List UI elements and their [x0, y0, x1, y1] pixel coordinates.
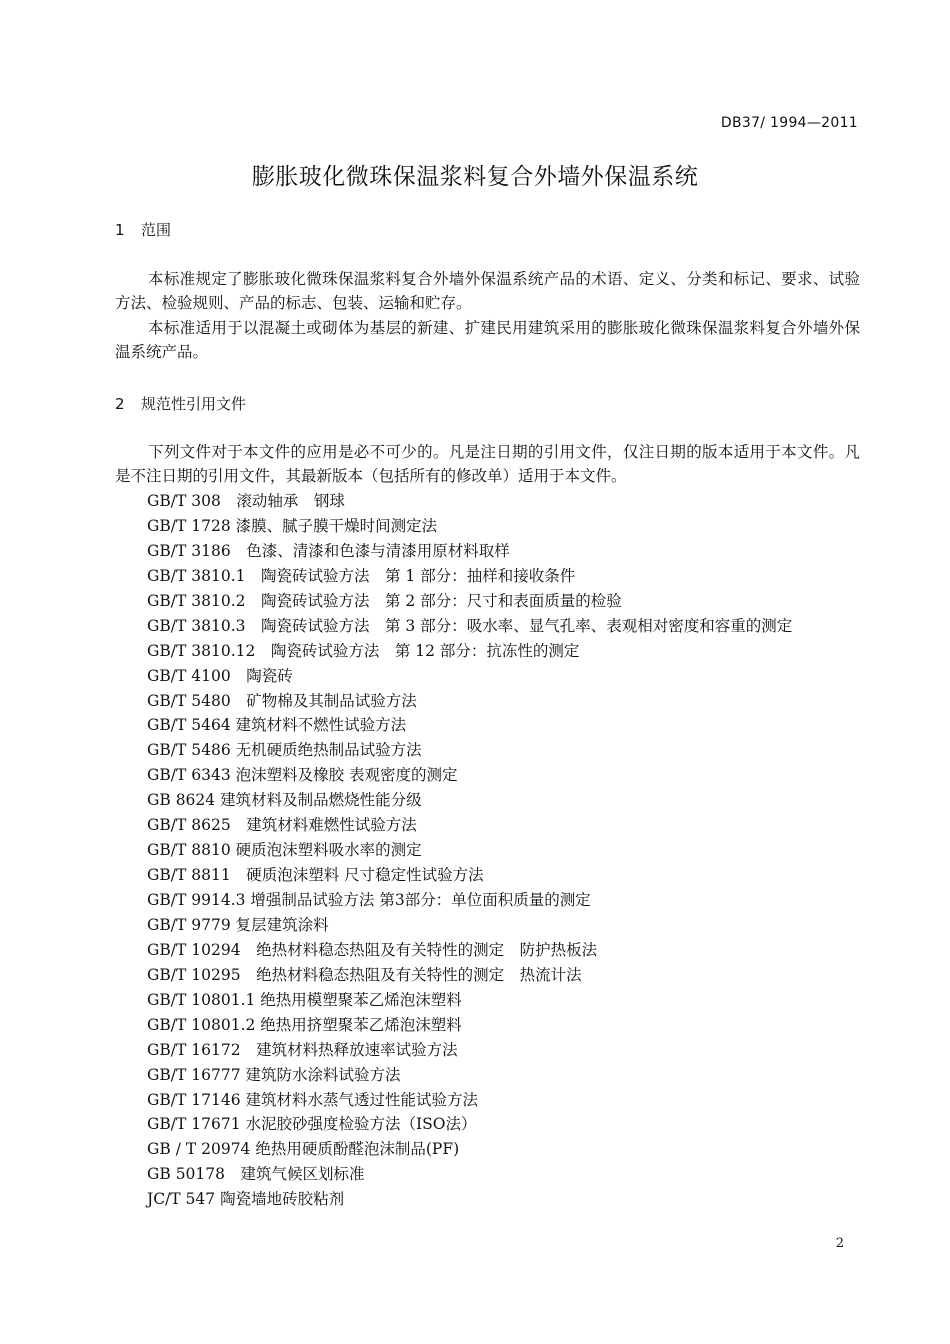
reference-item: GB/T 8810 硬质泡沫塑料吸水率的测定: [147, 841, 422, 860]
document-code: DB37/ 1994—2011: [720, 115, 858, 131]
section-2-title: 规范性引用文件: [141, 395, 247, 413]
document-title: 膨胀玻化微珠保温浆料复合外墙外保温系统: [251, 164, 699, 190]
reference-item: GB/T 16777 建筑防水涂料试验方法: [147, 1065, 401, 1084]
section-1-heading: [115, 219, 171, 240]
section-2-heading: [115, 393, 246, 414]
section-1-title: 范围: [141, 221, 172, 239]
reference-item: GB/T 3810.12 陶瓷砖试验方法 第 12 部分：抗冻性的测定: [147, 641, 580, 660]
reference-item: GB/T 6343 泡沫塑料及橡胶 表观密度的测定: [147, 766, 458, 785]
reference-item: GB/T 5464 建筑材料不燃性试验方法: [147, 716, 407, 735]
reference-item: GB / T 20974 绝热用硬质酚醛泡沫制品(PF): [147, 1140, 460, 1159]
reference-item: GB/T 3810.2 陶瓷砖试验方法 第 2 部分：尺寸和表面质量的检验: [147, 591, 622, 610]
reference-item: GB/T 308 滚动轴承 钢球: [147, 492, 345, 510]
section-1-paragraph-2: 本标准适用于以混凝土或砌体为基层的新建、扩建民用建筑采用的膨胀玻化微珠保温浆料复合外墙外保温系统产品。: [115, 319, 860, 361]
reference-item: GB/T 3810.3 陶瓷砖试验方法 第 3 部分：吸水率、显气孔率、表观相对密度和容重的测定: [147, 616, 793, 635]
section-2-intro: 下列文件对于本文件的应用是必不可少的。凡是注日期的引用文件，仅注日期的版本适用于本文件。凡是不注日期的引用文件，其最新版本（包括所有的修改单）适用于本文件。: [115, 443, 860, 485]
reference-item: GB/T 3186 色漆、清漆和色漆与清漆用原材料取样: [147, 541, 510, 560]
reference-item: GB/T 8811 硬质泡沫塑料 尺寸稳定性试验方法: [147, 866, 484, 885]
reference-item: GB/T 9914.3 增强制品试验方法 第3部分：单位面积质量的测定: [147, 891, 591, 909]
reference-list: [147, 489, 867, 1212]
reference-item: GB 8624 建筑材料及制品燃烧性能分级: [147, 791, 422, 810]
reference-item: GB/T 16172 建筑材料热释放速率试验方法: [147, 1040, 458, 1059]
reference-item: GB/T 3810.1 陶瓷砖试验方法 第 1 部分：抽样和接收条件: [147, 566, 576, 585]
section-2-number: 2: [115, 395, 125, 413]
reference-item: GB/T 10801.1 绝热用模塑聚苯乙烯泡沫塑料: [147, 990, 462, 1009]
reference-item: GB/T 17146 建筑材料水蒸气透过性能试验方法: [147, 1090, 478, 1109]
section-1-number: 1: [115, 221, 125, 239]
reference-item: GB/T 10295 绝热材料稳态热阻及有关特性的测定 热流计法: [147, 965, 582, 984]
reference-item: JC/T 547 陶瓷墙地砖胶粘剂: [147, 1190, 345, 1209]
reference-item: GB/T 5480 矿物棉及其制品试验方法: [147, 691, 417, 710]
reference-item: GB/T 10294 绝热材料稳态热阻及有关特性的测定 防护热板法: [147, 940, 598, 959]
page-number: 2: [835, 1236, 844, 1251]
section-1-paragraph-1: 本标准规定了膨胀玻化微珠保温浆料复合外墙外保温系统产品的术语、定义、分类和标记、要求、试验方法、检验规则、产品的标志、包装、运输和贮存。: [115, 270, 860, 312]
reference-item: GB/T 5486 无机硬质绝热制品试验方法: [147, 741, 422, 760]
reference-item: GB 50178 建筑气候区划标准: [147, 1165, 365, 1184]
reference-item: GB/T 10801.2 绝热用挤塑聚苯乙烯泡沫塑料: [147, 1015, 462, 1034]
reference-item: GB/T 1728 漆膜、腻子膜干燥时间测定法: [147, 516, 438, 535]
reference-item: GB/T 8625 建筑材料难燃性试验方法: [147, 816, 417, 835]
reference-item: GB/T 4100 陶瓷砖: [147, 666, 293, 685]
reference-item: GB/T 17671 水泥胶砂强度检验方法（ISO法）: [147, 1115, 477, 1134]
reference-item: GB/T 9779 复层建筑涂料: [147, 915, 329, 934]
